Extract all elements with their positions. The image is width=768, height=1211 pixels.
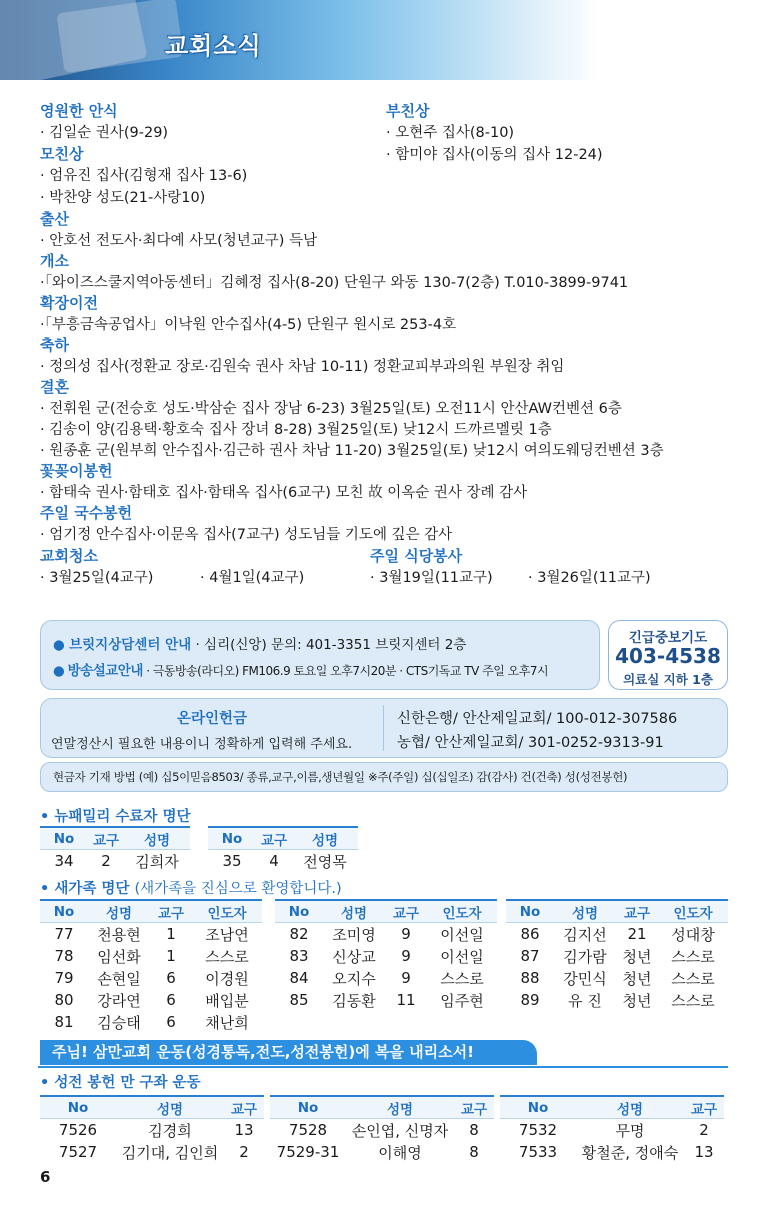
cell: 11 (396, 991, 416, 1009)
cell: 2 (699, 1121, 709, 1139)
table-row (40, 989, 262, 1011)
urgent-location: 의료실 지하 1층 (623, 672, 713, 687)
new-family-table (275, 899, 497, 1011)
cell: 스스로 (205, 947, 249, 966)
col-header: 교구 (256, 827, 292, 850)
cell: 이선일 (440, 925, 484, 944)
table-row (506, 967, 728, 989)
cell: 13 (234, 1121, 254, 1139)
cell: 김가람 (563, 947, 607, 966)
cell: 스스로 (671, 947, 715, 966)
cell: 스스로 (671, 969, 715, 988)
divider (383, 705, 384, 751)
urgent-title: 긴급중보기도 (628, 630, 708, 646)
col-header: 성명 (292, 827, 358, 850)
dedication-table (40, 1095, 264, 1163)
header-banner (0, 0, 768, 80)
cash-method-box (40, 762, 728, 792)
col-header: No (40, 827, 88, 850)
col-header: No (40, 900, 88, 923)
col-header: 성명 (576, 1096, 684, 1119)
cell: 1 (166, 925, 176, 943)
col-header: No (275, 900, 323, 923)
cell: 88 (520, 969, 540, 987)
offering-note: 연말정산시 필요한 내용이니 정확하게 입력해 주세요. (51, 737, 353, 752)
table-row (275, 945, 497, 967)
table-row (40, 923, 262, 946)
col-header: 성명 (124, 827, 190, 850)
flowers-heading: 꽃꽂이봉헌 (40, 462, 113, 480)
table-row (40, 850, 190, 873)
bridge-line (53, 633, 466, 653)
flowers-item: · 함태숙 권사·함태호 집사·함태옥 집사(6교구) 모친 故 이옥순 권사 장례 감사 (40, 485, 528, 501)
cell: 87 (520, 947, 540, 965)
col-header: No (500, 1096, 576, 1119)
cell: 81 (54, 1013, 74, 1031)
wedding-item: · 김송이 양(김용택·황호숙 집사 장녀 8-28) 3월25일(토) 낮12시 드까르멜릿 1층 (40, 422, 552, 438)
cell: 6 (166, 991, 176, 1009)
cell: 강민식 (563, 969, 607, 988)
cell: 7528 (288, 1121, 328, 1139)
cleaning-heading: 교회청소 (40, 547, 98, 565)
col-header: 성명 (323, 900, 385, 923)
father-death-item: · 함미야 집사(이동의 집사 12-24) (386, 147, 603, 163)
cell: 김승태 (97, 1013, 141, 1032)
cell: 9 (401, 947, 411, 965)
page-title: 교회소식 (165, 32, 262, 60)
table-row (40, 945, 262, 967)
memorial-item: · 김일순 권사(9-29) (40, 125, 169, 141)
cell: 이선일 (440, 947, 484, 966)
cell: 성대창 (671, 925, 715, 944)
graduates-heading: • 뉴패밀리 수료자 명단 (40, 809, 191, 825)
table-row (506, 945, 728, 967)
cell: 김동환 (332, 991, 376, 1010)
cell: 21 (627, 925, 647, 943)
new-family-table (506, 899, 728, 1011)
cell: 78 (54, 947, 74, 965)
col-header: 교구 (684, 1096, 724, 1119)
cleaning-item: · 4월1일(4교구) (200, 570, 305, 586)
cell: 전영목 (303, 852, 347, 871)
cell: 이해영 (378, 1143, 422, 1162)
cell: 스스로 (440, 969, 484, 988)
col-header: 성명 (116, 1096, 224, 1119)
birth-item: · 안호선 전도사·최다예 사모(청년교구) 득남 (40, 233, 318, 249)
offering-title: 온라인헌금 (176, 711, 248, 727)
offering-box (40, 698, 728, 758)
dedication-table (500, 1095, 724, 1163)
wedding-heading: 결혼 (40, 378, 69, 396)
col-header: 교구 (224, 1096, 264, 1119)
father-death-item: · 오현주 집사(8-10) (386, 125, 515, 141)
bullet-icon: ● (53, 663, 65, 679)
cell: 배입분 (205, 991, 249, 1010)
cell: 82 (289, 925, 309, 943)
cell: 임선화 (97, 947, 141, 966)
cell: 김지선 (563, 925, 607, 944)
congrats-heading: 축하 (40, 336, 69, 354)
cell: 2 (101, 852, 111, 870)
col-header: 교구 (150, 900, 192, 923)
col-header: No (40, 1096, 116, 1119)
cleaning-item: · 3월25일(4교구) (40, 570, 154, 586)
graduates-table-1 (40, 826, 190, 872)
cell: 손인엽, 신명자 (351, 1121, 449, 1140)
cell: 84 (289, 969, 309, 987)
table-row (40, 967, 262, 989)
mother-death-item: · 엄유진 집사(김형재 집사 13-6) (40, 168, 248, 184)
cell: 손현일 (97, 969, 141, 988)
table-row (40, 1141, 264, 1163)
new-family-heading (40, 877, 342, 898)
cafeteria-item: · 3월26일(11교구) (528, 570, 651, 586)
broadcast-line (53, 659, 548, 679)
cell: 79 (54, 969, 74, 987)
cell: 강라연 (97, 991, 141, 1010)
birth-heading: 출산 (40, 210, 69, 228)
table-row (506, 923, 728, 946)
cell: 김기대, 김인희 (121, 1143, 219, 1162)
table-row (275, 923, 497, 946)
relocation-item: ·「부흥금속공업사」이낙원 안수집사(4-5) 단원구 원시로 253-4호 (40, 317, 457, 333)
cell: 신상교 (332, 947, 376, 966)
bridge-label: 브릿지상담센터 안내 (69, 637, 192, 653)
wedding-item: · 원종훈 군(원부희 안수집사·김근하 권사 차남 11-20) 3월25일(토) 낮12시 여의도웨딩컨벤션 3층 (40, 443, 664, 459)
table-row (270, 1119, 494, 1142)
cell: 7527 (58, 1143, 98, 1161)
relocation-heading: 확장이전 (40, 294, 98, 312)
congrats-item: · 정의성 집사(정환교 장로·김원숙 권사 차남 10-11) 정환교피부과의원 부원장 취임 (40, 359, 565, 375)
col-header: 성명 (346, 1096, 454, 1119)
cell: 34 (54, 852, 74, 870)
bridge-text: · 심리(신앙) 문의: 401-3351 브릿지센터 2층 (195, 637, 467, 653)
cell: 청년 (622, 947, 652, 966)
urgent-prayer-box (608, 620, 728, 690)
cell: 채난희 (205, 1013, 249, 1032)
cell: 천용현 (97, 925, 141, 944)
cell: 임주현 (440, 991, 484, 1010)
cafeteria-heading: 주일 식당봉사 (370, 547, 463, 565)
page-number: 6 (40, 1168, 51, 1186)
col-header: No (270, 1096, 346, 1119)
table-row (500, 1141, 724, 1163)
cell: 조미영 (332, 925, 376, 944)
col-header: 교구 (616, 900, 658, 923)
cell: 89 (520, 991, 540, 1009)
cell: 13 (694, 1143, 714, 1161)
cell: 청년 (622, 991, 652, 1010)
cell: 8 (469, 1143, 479, 1161)
bank-account-1: 신한은행/ 안산제일교회/ 100-012-307586 (397, 711, 678, 727)
cell: 7529-31 (276, 1143, 340, 1161)
cell: 77 (54, 925, 74, 943)
cash-method-text: 현금자 기재 방법 (예) 십5이믿음8503/ 종류,교구,이름,생년월일 ※주(주일) 십(십일조) 감(감사) 건(건축) 성(성전봉헌) (53, 770, 628, 784)
wedding-item: · 전휘원 군(전승호 성도·박삼순 집사 장남 6-23) 3월25일(토) 오전11시 안산AW컨벤션 6층 (40, 401, 622, 417)
cell: 유 진 (568, 991, 602, 1010)
new-family-title: • 새가족 명단 (40, 881, 130, 897)
cell: 2 (239, 1143, 249, 1161)
cell: 청년 (622, 969, 652, 988)
cell: 이경원 (205, 969, 249, 988)
broadcast-text: · 극동방송(라디오) FM106.9 토요일 오후7시20분 · CTS기독교 TV 주일 오후7시 (146, 664, 549, 678)
cell: 1 (166, 947, 176, 965)
col-header: 인도자 (658, 900, 728, 923)
mother-death-item: · 박찬양 성도(21-사랑10) (40, 190, 206, 206)
table-row (506, 989, 728, 1011)
cell: 85 (289, 991, 309, 1009)
father-death-heading: 부친상 (386, 102, 430, 120)
new-family-subtitle: (새가족을 진심으로 환영합니다.) (134, 881, 342, 897)
table-row (275, 967, 497, 989)
rice-heading: 주일 국수봉헌 (40, 504, 133, 522)
cell: 오지수 (332, 969, 376, 988)
col-header: 성명 (88, 900, 150, 923)
graduates-table-2 (208, 826, 358, 872)
urgent-phone: 403-4538 (615, 644, 721, 668)
col-header: 교구 (385, 900, 427, 923)
cell: 4 (269, 852, 279, 870)
cell: 스스로 (671, 991, 715, 1010)
cafeteria-item: · 3월19일(11교구) (370, 570, 493, 586)
table-row (208, 850, 358, 873)
dedication-table (270, 1095, 494, 1163)
bullet-icon: ● (53, 637, 65, 653)
cell: 8 (469, 1121, 479, 1139)
cell: 86 (520, 925, 540, 943)
cell: 황철준, 정애숙 (581, 1143, 679, 1162)
cell: 83 (289, 947, 309, 965)
dedication-heading: • 성전 봉헌 만 구좌 운동 (40, 1075, 201, 1091)
table-row (275, 989, 497, 1011)
col-header: 교구 (454, 1096, 494, 1119)
table-row (40, 1119, 264, 1142)
cell: 7532 (518, 1121, 558, 1139)
cell: 6 (166, 969, 176, 987)
opening-item: ·「와이즈스쿨지역아동센터」김혜정 집사(8-20) 단원구 와동 130-7(2층) T.010-3899-9741 (40, 275, 629, 291)
cell: 9 (401, 925, 411, 943)
table-row (40, 1011, 262, 1033)
cell: 김희자 (135, 852, 179, 871)
broadcast-label: 방송설교안내 (67, 663, 143, 679)
cell: 80 (54, 991, 74, 1009)
prayer-banner: 주님! 삼만교회 운동(성경통독,전도,성전봉헌)에 복을 내리소서! (40, 1040, 537, 1065)
cell: 7526 (58, 1121, 98, 1139)
col-header: No (506, 900, 554, 923)
memorial-heading: 영원한 안식 (40, 102, 118, 120)
cell: 조남연 (205, 925, 249, 944)
cell: 6 (166, 1013, 176, 1031)
rice-item: · 엄기정 안수집사·이문옥 집사(7교구) 성도님들 기도에 깊은 감사 (40, 527, 453, 543)
new-family-table (40, 899, 262, 1033)
table-row (500, 1119, 724, 1142)
cell: 무명 (615, 1121, 645, 1140)
bank-account-2: 농협/ 안산제일교회/ 301-0252-9313-91 (397, 735, 664, 751)
col-header: 인도자 (427, 900, 497, 923)
col-header: 성명 (554, 900, 616, 923)
table-row (270, 1141, 494, 1163)
col-header: No (208, 827, 256, 850)
cell: 7533 (518, 1143, 558, 1161)
divider (38, 1066, 728, 1068)
info-box (40, 620, 600, 690)
cell: 35 (222, 852, 242, 870)
opening-heading: 개소 (40, 252, 69, 270)
cell: 9 (401, 969, 411, 987)
cell: 김경희 (148, 1121, 192, 1140)
col-header: 교구 (88, 827, 124, 850)
col-header: 인도자 (192, 900, 262, 923)
mother-death-heading: 모친상 (40, 145, 84, 163)
